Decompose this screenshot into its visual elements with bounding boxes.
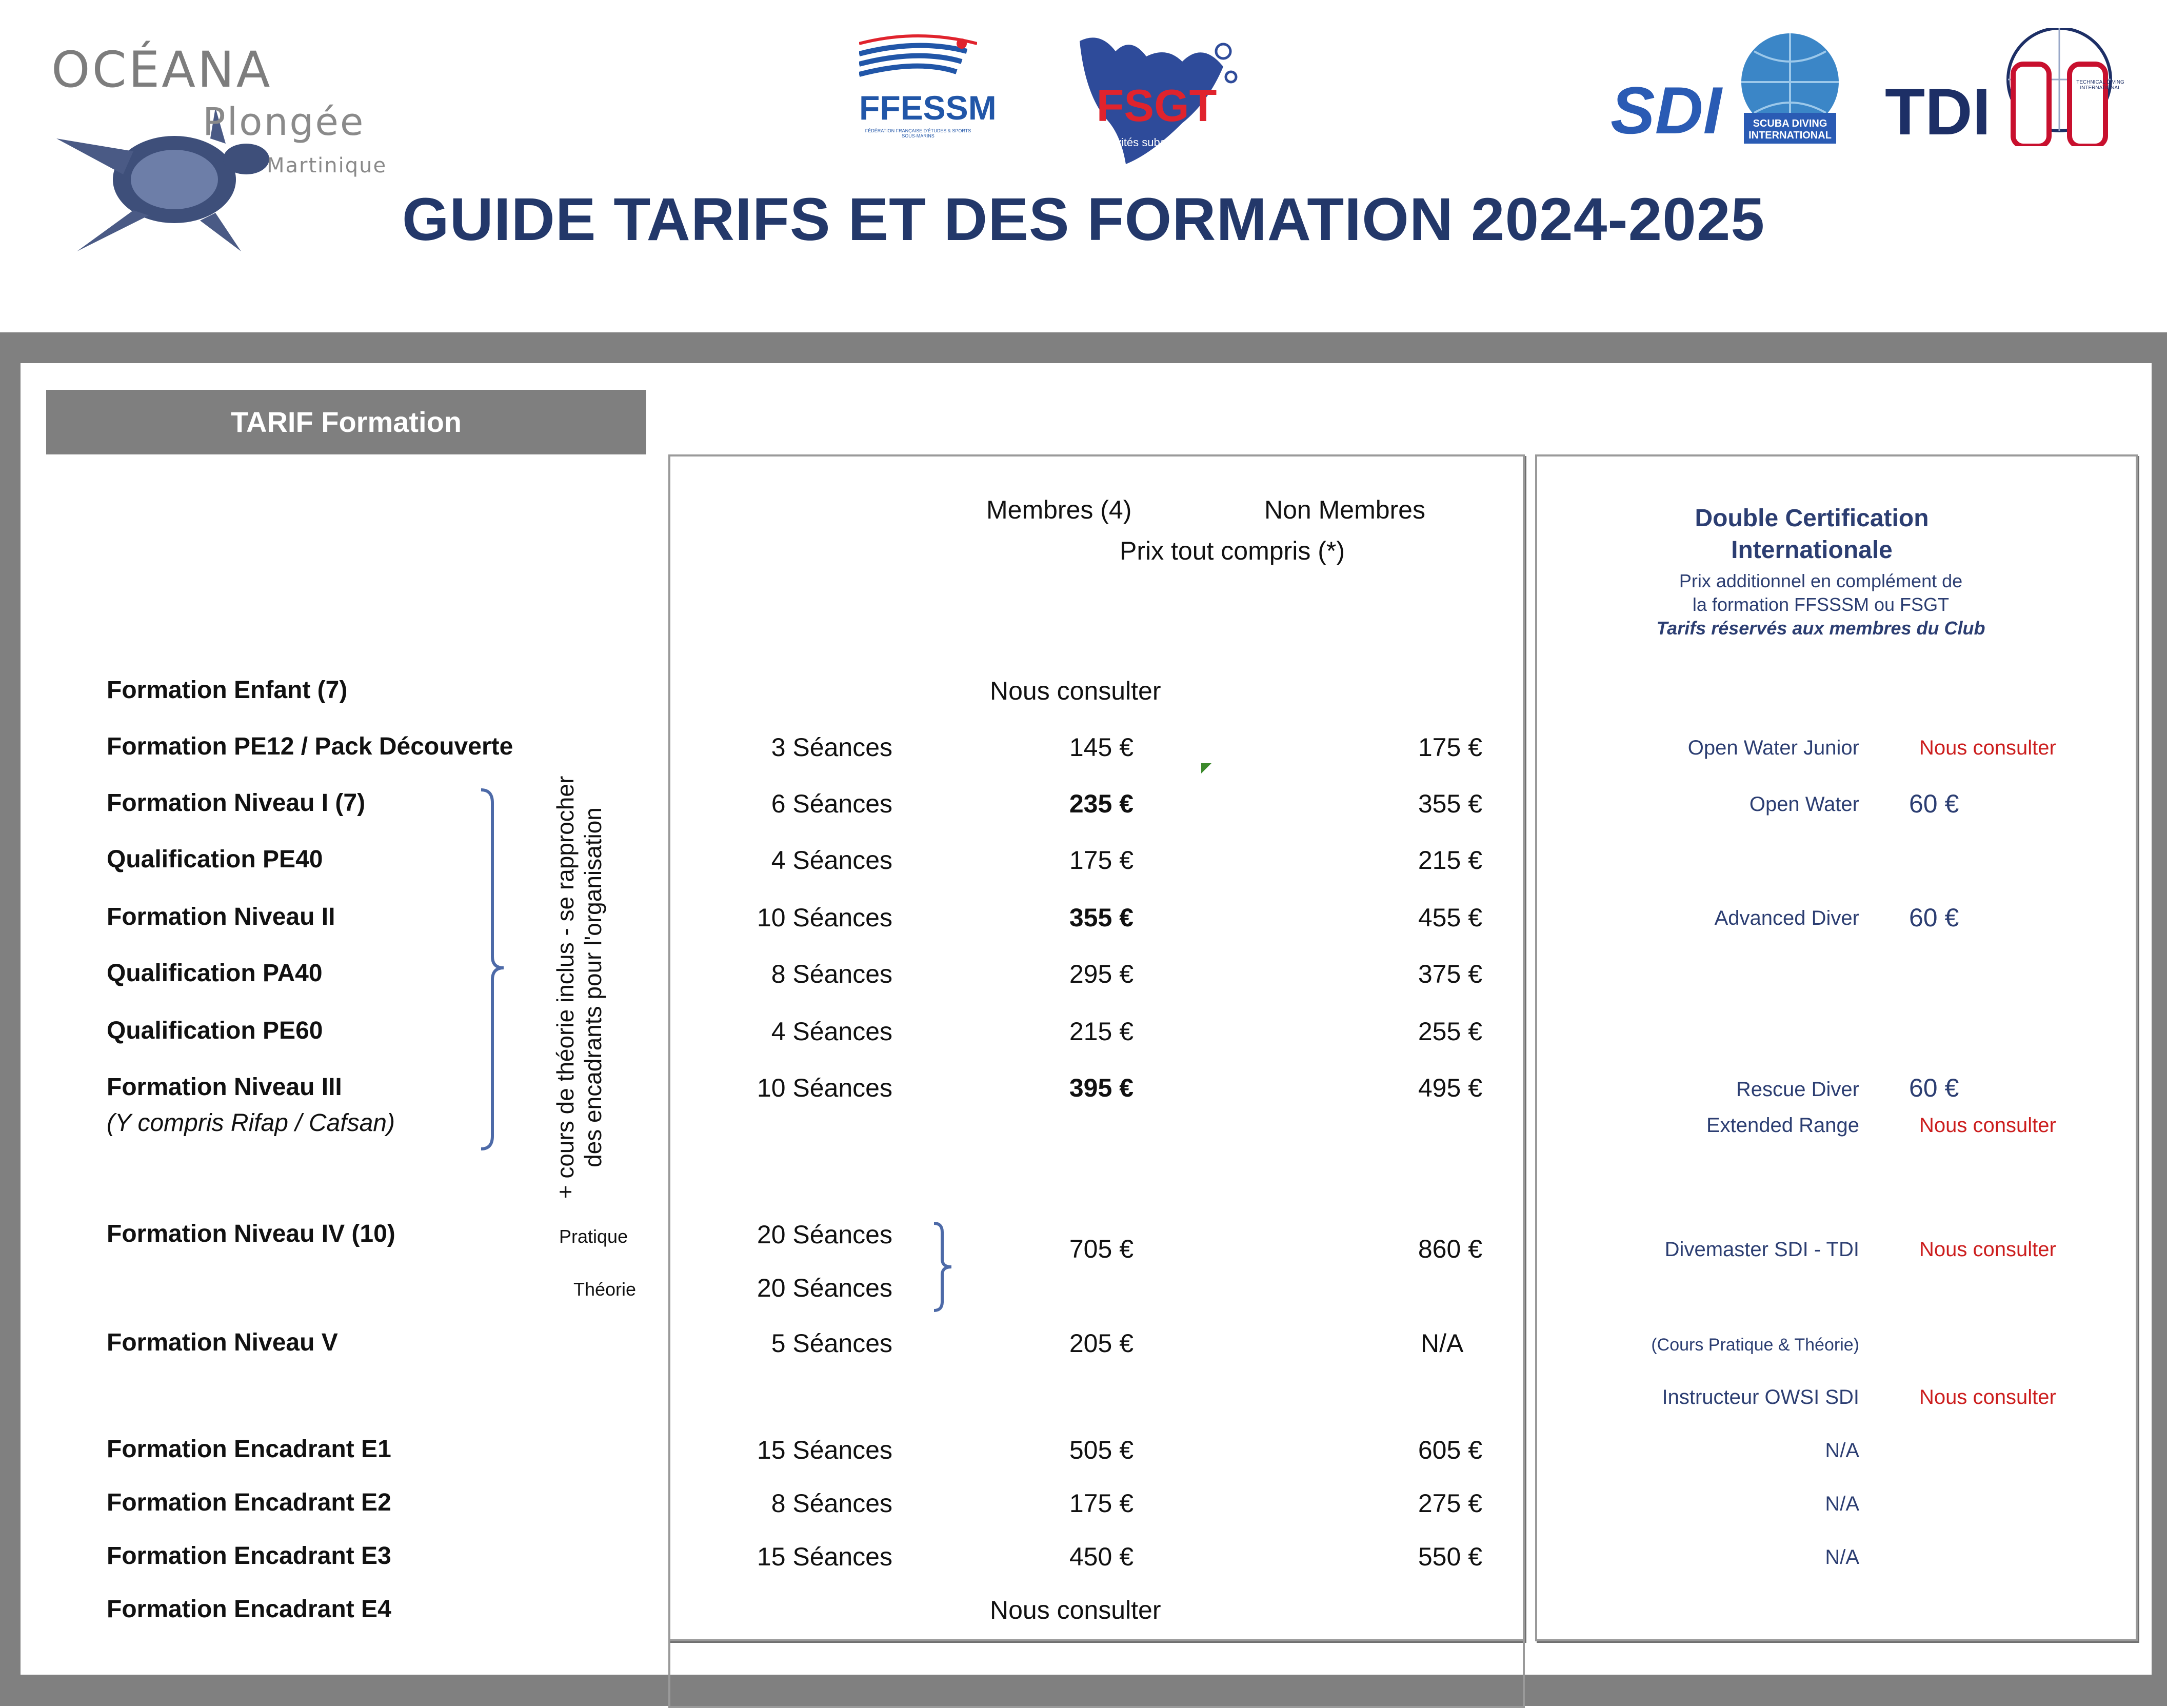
row-nonmember-pe60: 255 € [1418,1017,1482,1046]
row-nonmember-e1: 605 € [1418,1436,1482,1464]
row-sessions-pe60: 4 Séances [771,1017,892,1046]
row-name-pa40: Qualification PA40 [107,960,323,987]
row-cert-e2: N/A [1825,1493,1859,1515]
row-nonmember-niveau-5: N/A [1421,1329,1464,1358]
row-name-niveau-3: Formation Niveau III [107,1074,342,1101]
fsgt-label: FSGT [1096,80,1217,131]
oceana-logo-text: OCÉANA [51,41,272,98]
row-nonmember-niveau-2: 455 € [1418,903,1482,932]
fsgt-sub: activités subaquatiques [1098,136,1216,149]
price-panel-extension [668,1641,1525,1708]
row-member-niveau-5: 205 € [1069,1329,1134,1358]
double-cert-subtitle [1549,569,2093,640]
row-sessions-pe12: 3 Séances [771,733,892,762]
row-nonmember-e2: 275 € [1418,1489,1482,1518]
theory-note-line1: + cours de théorie inclus - se rapprocher [552,776,579,1199]
row-cert2-niveau-3: Extended Range [1706,1114,1859,1137]
row-cert2-niveau-5: Instructeur OWSI SDI [1662,1386,1859,1408]
row-sessions-niveau-1: 6 Séances [771,789,892,818]
row-cert-price-niveau-2: 60 € [1909,903,1959,932]
row-member-niveau-1: 235 € [1069,789,1134,818]
row-name-e4: Formation Encadrant E4 [107,1596,391,1623]
niveau-iv-brace-icon [931,1221,957,1313]
row-sessions-e3: 15 Séances [757,1542,892,1571]
frame-left [0,332,21,1706]
row-name-niveau-4: Formation Niveau IV (10) [107,1220,395,1247]
row-nonmember-niveau-3: 495 € [1418,1074,1482,1102]
double-cert-title-line2: Internationale [1731,537,1893,564]
cell-marker-icon [1201,763,1212,774]
row-cert-niveau-4: Divemaster SDI - TDI [1664,1238,1859,1261]
ffessm-label: FFESSM [859,89,997,127]
double-cert-sub-line2: la formation FFSSSM ou FSGT [1692,594,1950,615]
row-cert-e1: N/A [1825,1439,1859,1462]
row-cert-price-pe12: Nous consulter [1919,737,2056,759]
row-sessions-niveau-5: 5 Séances [771,1329,892,1358]
row-name-e3: Formation Encadrant E3 [107,1542,391,1570]
ffessm-logo [859,33,997,156]
row-sessions-e2: 8 Séances [771,1489,892,1518]
row-part-theorie: Théorie [573,1279,637,1300]
row-cert2-price-niveau-3: Nous consulter [1919,1114,2056,1137]
row-member-e3: 450 € [1069,1542,1134,1571]
double-cert-title-line1: Double Certification [1695,505,1929,532]
row-member-e1: 505 € [1069,1436,1134,1464]
row-cert-price-niveau-1: 60 € [1909,789,1959,818]
row-name-pe60: Qualification PE60 [107,1017,323,1044]
row-nonmember-pe40: 215 € [1418,846,1482,875]
row-name-niveau-1: Formation Niveau I (7) [107,789,366,817]
row-sessions-niveau-4-pratique: 20 Séances [757,1220,892,1249]
levels-brace-icon [477,787,508,1151]
tdi-logo [1885,28,2136,149]
sdi-sub: SCUBA DIVING INTERNATIONAL [1748,118,1832,141]
sdi-label: SDI [1611,73,1722,148]
theory-note-line2: des encadrants pour l'organisation [580,807,606,1167]
row-name-enfant: Formation Enfant (7) [107,677,348,704]
row-cert-niveau-5: (Cours Pratique & Théorie) [1651,1335,1859,1355]
row-consult-enfant: Nous consulter [990,677,1161,705]
theory-note [551,772,654,1203]
row-name-niveau-5: Formation Niveau V [107,1329,338,1356]
row-nonmember-e3: 550 € [1418,1542,1482,1571]
oceana-logo-subtitle: Plongée [203,100,365,144]
section-title: TARIF Formation [46,390,646,454]
row-sessions-niveau-4-theorie: 20 Séances [757,1274,892,1302]
fsgt-logo [1069,31,1239,169]
row-cert-niveau-1: Open Water [1749,793,1859,816]
oceana-logo-location: Martinique [267,154,387,177]
ffessm-sub: FÉDÉRATION FRANÇAISE D'ÉTUDES & SPORTS SOUS-MARINS [865,128,971,138]
row-sessions-e1: 15 Séances [757,1436,892,1464]
row-sessions-pa40: 8 Séances [771,960,892,988]
double-cert-sub-line1: Prix additionnel en complément de [1679,570,1963,591]
row-name-e1: Formation Encadrant E1 [107,1436,391,1463]
row-member-niveau-3: 395 € [1069,1074,1134,1102]
members-header: Membres (4) [986,495,1132,524]
row-sessions-pe40: 4 Séances [771,846,892,875]
row-member-e2: 175 € [1069,1489,1134,1518]
price-note: Prix tout compris (*) [1120,537,1345,565]
row-consult-e4: Nous consulter [990,1596,1161,1624]
row-name-pe12: Formation PE12 / Pack Découverte [107,733,513,760]
row-cert-niveau-3: Rescue Diver [1736,1078,1859,1101]
row-cert-price-niveau-4: Nous consulter [1919,1238,2056,1261]
frame-top [0,332,2167,363]
row-sessions-niveau-3: 10 Séances [757,1074,892,1102]
double-cert-sub-line3: Tarifs réservés aux membres du Club [1656,618,1985,639]
row-member-pe12: 145 € [1069,733,1134,762]
page-title: GUIDE TARIFS ET DES FORMATION 2024-2025 [402,186,1765,253]
row-part-pratique: Pratique [559,1226,628,1247]
row-nonmember-niveau-4: 860 € [1418,1235,1482,1263]
row-nonmember-pa40: 375 € [1418,960,1482,988]
row-cert-niveau-2: Advanced Diver [1714,907,1859,929]
row-cert-price-niveau-3: 60 € [1909,1074,1959,1102]
row-member-pe40: 175 € [1069,846,1134,875]
row-name-niveau-2: Formation Niveau II [107,903,335,930]
row-member-pa40: 295 € [1069,960,1134,988]
row-cert2-price-niveau-5: Nous consulter [1919,1386,2056,1408]
wave-icon [859,33,977,85]
row-name-pe40: Qualification PE40 [107,846,323,873]
row-name-e2: Formation Encadrant E2 [107,1489,391,1516]
row-member-niveau-2: 355 € [1069,903,1134,932]
row-cert-pe12: Open Water Junior [1687,737,1859,759]
row-sub-niveau-3: (Y compris Rifap / Cafsan) [107,1109,395,1137]
double-cert-title [1549,503,2075,566]
row-cert-e3: N/A [1825,1546,1859,1568]
row-member-pe60: 215 € [1069,1017,1134,1046]
row-nonmember-niveau-1: 355 € [1418,789,1482,818]
non-members-header: Non Membres [1264,495,1425,524]
frame-right [2152,332,2167,1706]
tdi-sub: TECHNICAL DIVING INTERNATIONAL [2076,80,2124,91]
row-sessions-niveau-2: 10 Séances [757,903,892,932]
sdi-logo [1611,31,1846,149]
row-nonmember-pe12: 175 € [1418,733,1482,762]
tdi-label: TDI [1885,75,1991,149]
row-member-niveau-4: 705 € [1069,1235,1134,1263]
